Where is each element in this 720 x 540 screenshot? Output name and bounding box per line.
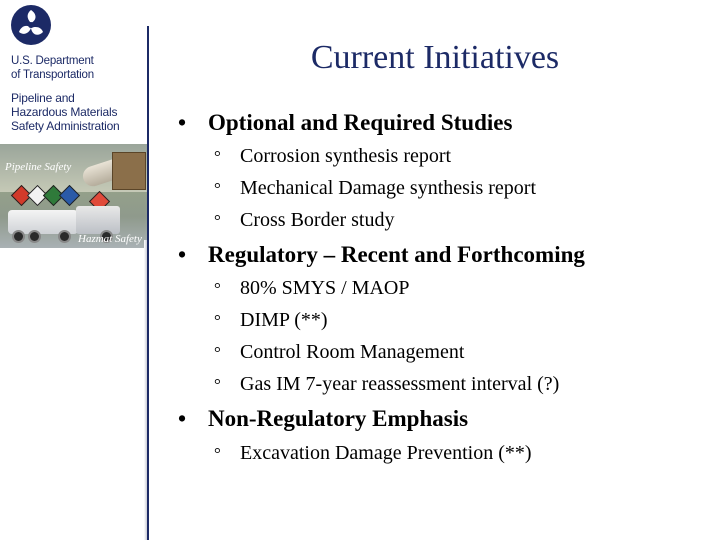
agency-line: Pipeline and <box>11 91 75 105</box>
list-item-text: Cross Border study <box>240 209 395 231</box>
list-item <box>214 207 394 234</box>
sub-bullet-marker: ° <box>214 343 221 362</box>
wheel-icon <box>28 230 41 243</box>
safety-photo-collage <box>0 144 147 248</box>
bullet-marker: • <box>178 242 187 267</box>
slide-title: Current Initiatives <box>310 39 560 76</box>
section-heading <box>178 405 468 433</box>
tanker-image <box>76 206 120 234</box>
pipeline-safety-label: Pipeline Safety <box>5 161 72 173</box>
department-name <box>11 54 145 82</box>
list-item <box>214 339 464 366</box>
wheel-icon <box>12 230 25 243</box>
section-heading-text: Regulatory – Recent and Forthcoming <box>208 242 585 267</box>
bullet-marker: • <box>178 110 187 135</box>
list-item-text: Gas IM 7-year reassessment interval (?) <box>240 373 560 395</box>
dot-triskelion-icon <box>10 4 52 46</box>
sub-bullet-marker: ° <box>214 147 221 166</box>
wheel-icon <box>58 230 71 243</box>
agency-name <box>11 91 145 133</box>
section-heading <box>178 241 585 269</box>
section-heading-text: Non-Regulatory Emphasis <box>208 406 469 431</box>
list-item-text: Control Room Management <box>240 341 465 363</box>
sub-bullet-marker: ° <box>214 375 221 394</box>
agency-line: Safety Administration <box>11 119 120 133</box>
list-item-text: DIMP (**) <box>240 309 328 331</box>
sub-bullet-marker: ° <box>214 311 221 330</box>
sub-bullet-marker: ° <box>214 444 221 463</box>
list-item-text: 80% SMYS / MAOP <box>240 277 410 299</box>
sub-bullet-marker: ° <box>214 211 221 230</box>
sidebar-shadow <box>144 240 147 540</box>
bullet-marker: • <box>178 406 187 431</box>
agency-line: Hazardous Materials <box>11 105 118 119</box>
section-heading <box>178 109 512 137</box>
list-item <box>214 371 559 398</box>
hazmat-safety-label: Hazmat Safety <box>78 233 142 245</box>
warning-sign-image <box>112 152 146 190</box>
list-item <box>214 275 409 302</box>
department-line: of Transportation <box>11 69 94 81</box>
list-item <box>214 440 532 467</box>
list-item <box>214 143 451 170</box>
sub-bullet-marker: ° <box>214 279 221 298</box>
sidebar-divider <box>147 26 149 540</box>
list-item-text: Corrosion synthesis report <box>240 145 452 167</box>
sub-bullet-marker: ° <box>214 179 221 198</box>
list-item <box>214 307 328 334</box>
list-item <box>214 175 536 202</box>
department-line: U.S. Department <box>11 55 94 67</box>
sidebar-branding <box>0 0 147 540</box>
list-item-text: Mechanical Damage synthesis report <box>240 177 537 199</box>
section-heading-text: Optional and Required Studies <box>208 110 513 135</box>
list-item-text: Excavation Damage Prevention (**) <box>240 442 532 464</box>
